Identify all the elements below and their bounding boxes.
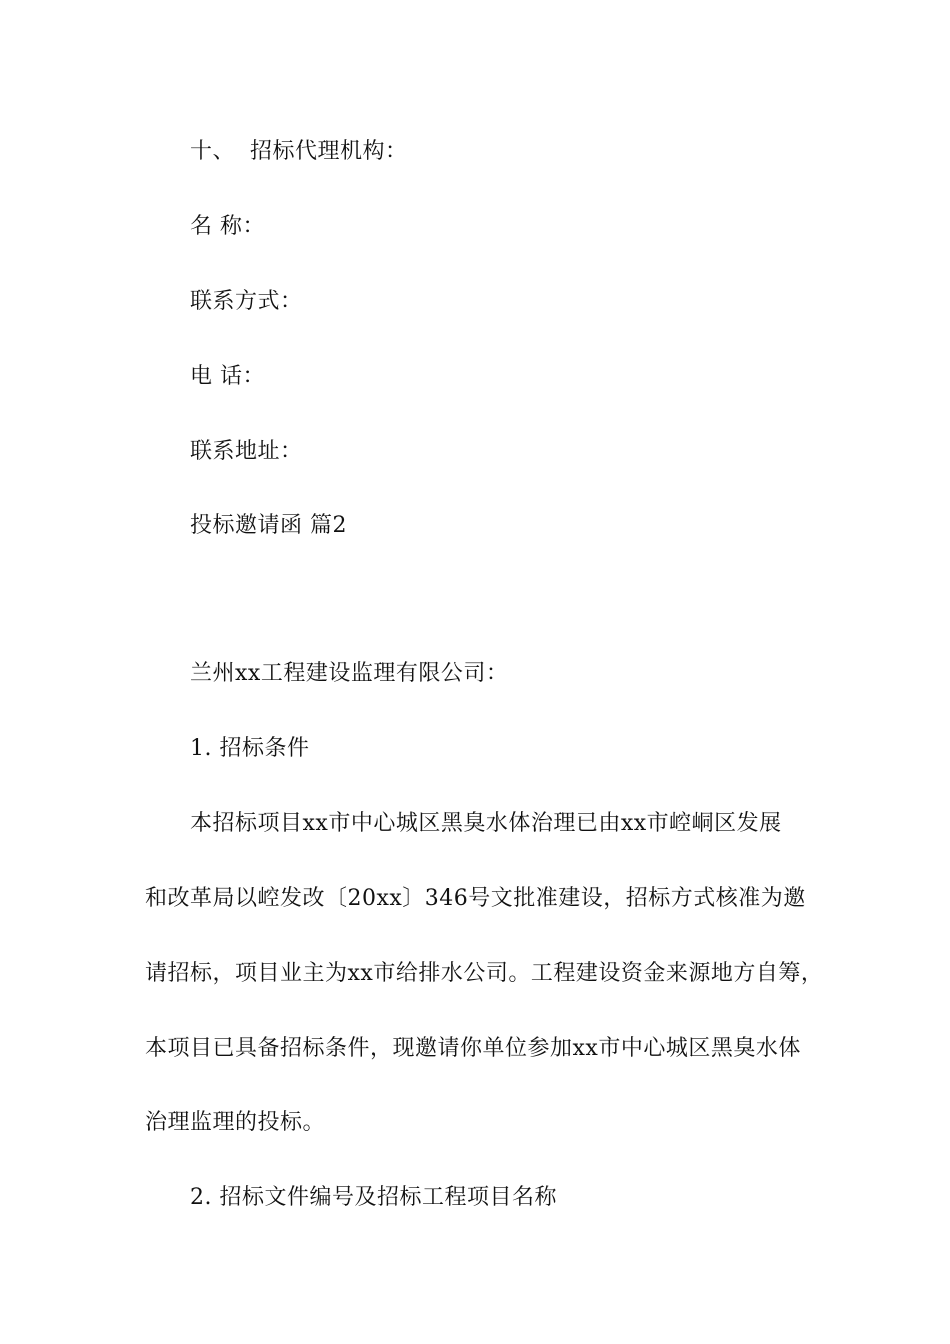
paragraph-line: 治理监理的投标。 [145,1110,326,1135]
contact-address-label: 联系地址： [190,439,303,464]
item1-heading: 1. 招标条件 [190,736,310,761]
paragraph-line: 请招标，项目业主为xx市给排水公司。工程建设资金来源地方自筹， [145,961,824,986]
addressee: 兰州xx工程建设监理有限公司： [190,661,509,686]
item2-heading: 2. 招标文件编号及招标工程项目名称 [190,1185,557,1210]
invitation-heading: 投标邀请函 篇2 [190,513,347,538]
paragraph-line: 本项目已具备招标条件，现邀请你单位参加xx市中心城区黑臭水体 [145,1036,801,1061]
paragraph-line: 和改革局以崆发改〔20xx〕346号文批准建设，招标方式核准为邀 [145,886,806,911]
phone-label: 电 话： [190,364,265,389]
contact-method-label: 联系方式： [190,289,303,314]
name-label: 名 称： [190,214,265,239]
paragraph-line: 本招标项目xx市中心城区黑臭水体治理已由xx市崆峒区发展 [190,811,782,836]
section-ten-heading: 十、 招标代理机构： [190,139,408,164]
